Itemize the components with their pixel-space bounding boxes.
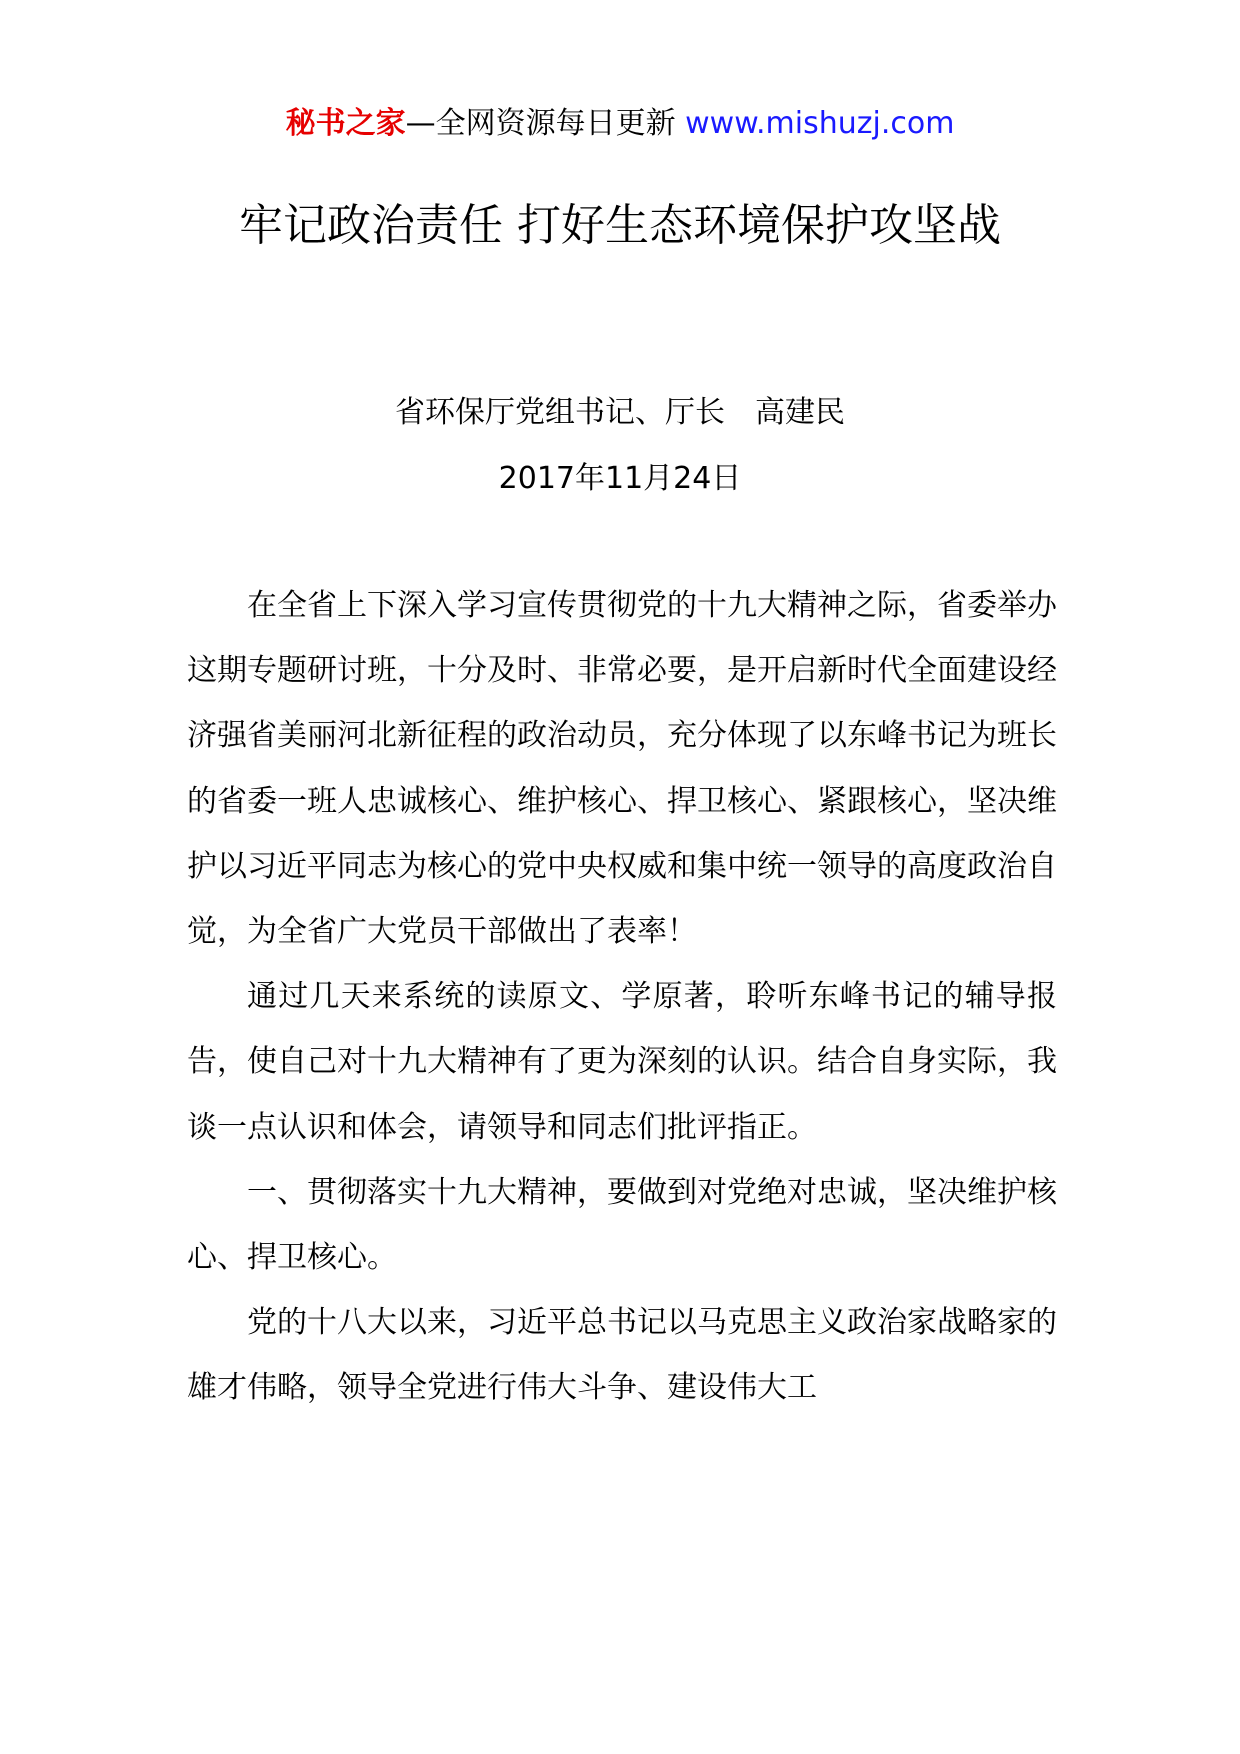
document-date: 2017年11月24日: [498, 461, 742, 496]
section-heading: 一、贯彻落实十九大精神，要做到对党绝对忠诚，坚决维护核心、捍卫核心。: [187, 1174, 1057, 1276]
document-body: [187, 573, 1057, 1421]
author-line: 省环保厅党组书记、厅长 高建民: [395, 395, 845, 430]
site-tagline: —全网资源每日更新: [405, 106, 676, 141]
body-paragraph: 党的十八大以来，习近平总书记以马克思主义政治家战略家的雄才伟略，领导全党进行伟大斗争、建设伟大工: [187, 1305, 1057, 1406]
site-header: [0, 100, 1240, 148]
site-url-link[interactable]: www.mishuzj.com: [685, 106, 955, 141]
document-title: 牢记政治责任 打好生态环境保护攻坚战: [239, 200, 1001, 251]
site-brand: 秘书之家: [285, 106, 406, 141]
body-paragraph: 在全省上下深入学习宣传贯彻党的十九大精神之际，省委举办这期专题研讨班，十分及时、非常必要，是开启新时代全面建设经济强省美丽河北新征程的政治动员，充分体现了以东峰书记为班长的省委一班人忠诚核心、维护核心、捍卫核心、紧跟核心，坚决维护以习近平同志为核心的党中央权威和集中统一领导的高度政治自觉，为全省广大党员干部做出了表率！: [187, 588, 1057, 950]
body-paragraph: 通过几天来系统的读原文、学原著，聆听东峰书记的辅导报告，使自己对十九大精神有了更为深刻的认识。结合自身实际，我谈一点认识和体会，请领导和同志们批评指正。: [187, 979, 1057, 1145]
